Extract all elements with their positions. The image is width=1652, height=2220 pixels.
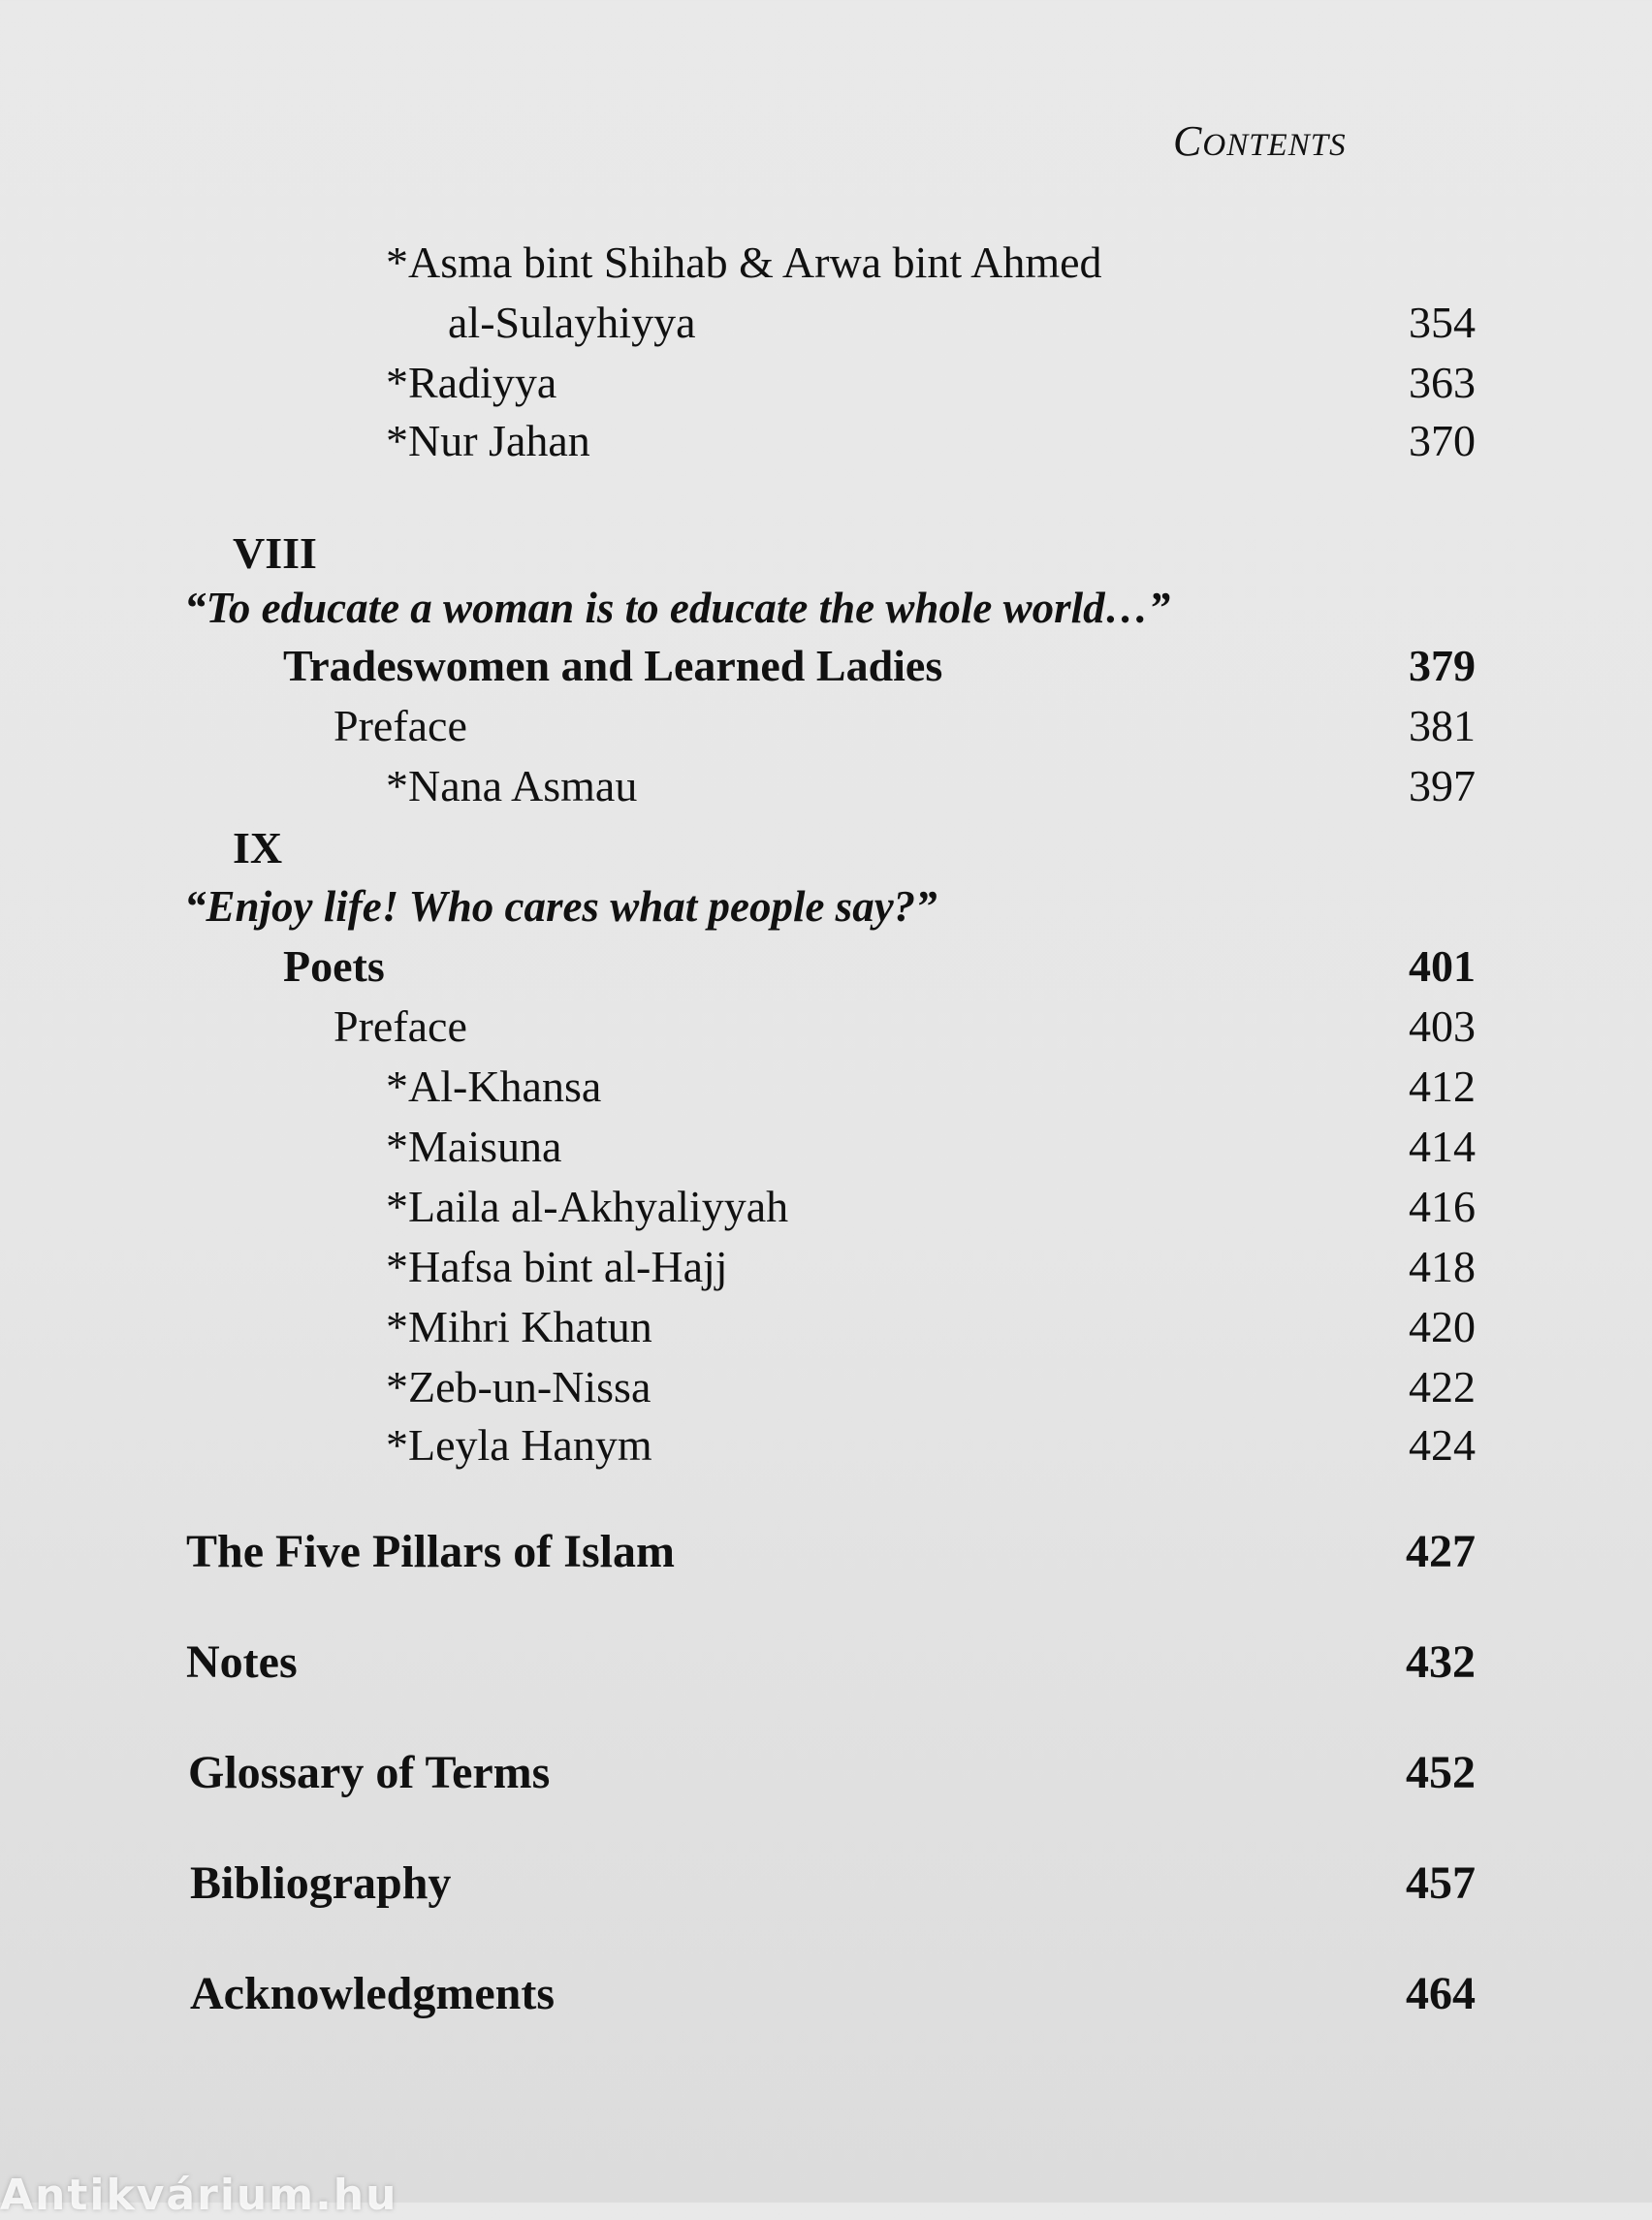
toc-page-number: 370 [1409, 416, 1476, 465]
toc-entry [0, 1964, 1652, 2024]
toc-entry-label: Preface [334, 701, 467, 750]
toc-entry [0, 353, 1652, 413]
toc-entry [0, 756, 1652, 816]
toc-entry-label: The Five Pillars of Islam [186, 1526, 675, 1577]
toc-entry-label: *Nana Asmau [386, 761, 638, 810]
toc-entry-label: Tradeswomen and Learned Ladies [283, 641, 943, 690]
toc-page-number: 414 [1409, 1122, 1476, 1171]
part-quote: “To educate a woman is to educate the whole world…” [184, 584, 1171, 632]
toc-page-number: 452 [1406, 1747, 1476, 1798]
toc-entry [0, 696, 1652, 756]
toc-entry [0, 1854, 1652, 1914]
toc-entry [0, 936, 1652, 997]
toc-entry-label: al-Sulayhiyya [448, 298, 696, 347]
part-number: IX [233, 823, 283, 872]
toc-page-number: 401 [1409, 941, 1476, 991]
toc-entry-label: Glossary of Terms [188, 1747, 551, 1798]
toc-page-number: 420 [1409, 1302, 1476, 1351]
toc-entry-label: *Zeb-un-Nissa [386, 1362, 651, 1411]
toc-page-number: 412 [1409, 1062, 1476, 1111]
toc-page-number: 424 [1409, 1420, 1476, 1470]
toc-entry [0, 1117, 1652, 1177]
running-head: CONTENTS [1173, 117, 1347, 165]
toc-page-number: 416 [1409, 1182, 1476, 1231]
toc-entry [0, 1522, 1652, 1582]
toc-entry [0, 293, 1652, 353]
toc-page-number: 381 [1409, 701, 1476, 750]
toc-entry [0, 233, 1652, 293]
toc-entry-label: Notes [186, 1636, 298, 1688]
toc-entry [0, 1633, 1652, 1693]
part-number: VIII [233, 528, 317, 578]
toc-entry-label: *Mihri Khatun [386, 1302, 652, 1351]
toc-entry-label: *Nur Jahan [386, 416, 590, 465]
part-epigraph [0, 876, 1652, 936]
toc-entry [0, 411, 1652, 471]
toc-entry-label: *Hafsa bint al-Hajj [386, 1242, 728, 1291]
toc-page-number: 354 [1409, 298, 1476, 347]
toc-entry-label: *Asma bint Shihab & Arwa bint Ahmed [386, 238, 1102, 287]
toc-page-number: 379 [1409, 641, 1476, 690]
toc-entry-label: Poets [283, 941, 385, 991]
toc-entry [0, 1743, 1652, 1803]
toc-entry-label: *Leyla Hanym [386, 1420, 652, 1470]
toc-entry [0, 636, 1652, 696]
toc-entry-label: *Radiyya [386, 358, 557, 407]
toc-entry-label: *Maisuna [386, 1122, 562, 1171]
toc-entry-label: Bibliography [190, 1857, 452, 1909]
part-quote: “Enjoy life! Who cares what people say?” [184, 882, 937, 931]
toc-page-number: 427 [1406, 1526, 1476, 1577]
watermark: Antikvárium.hu [0, 2171, 398, 2220]
toc-page-number: 403 [1409, 1001, 1476, 1051]
toc-page-number: 397 [1409, 761, 1476, 810]
part-epigraph [0, 578, 1652, 638]
toc-entry-label: Preface [334, 1001, 467, 1051]
toc-page-number: 432 [1406, 1636, 1476, 1688]
toc-entry [0, 1177, 1652, 1237]
toc-entry [0, 1297, 1652, 1357]
toc-page-number: 363 [1409, 358, 1476, 407]
toc-entry-label: *Laila al-Akhyaliyyah [386, 1182, 789, 1231]
toc-entry [0, 1415, 1652, 1475]
toc-page-number: 418 [1409, 1242, 1476, 1291]
toc-entry [0, 1357, 1652, 1417]
toc-entry-label: Acknowledgments [190, 1968, 556, 2019]
toc-entry [0, 1057, 1652, 1117]
toc-entry [0, 1237, 1652, 1297]
toc-page-number: 457 [1406, 1857, 1476, 1909]
part-heading [0, 818, 1652, 878]
toc-entry [0, 997, 1652, 1057]
toc-page-number: 464 [1406, 1968, 1476, 2019]
part-heading [0, 523, 1652, 584]
toc-entry-label: *Al-Khansa [386, 1062, 602, 1111]
toc-page-number: 422 [1409, 1362, 1476, 1411]
